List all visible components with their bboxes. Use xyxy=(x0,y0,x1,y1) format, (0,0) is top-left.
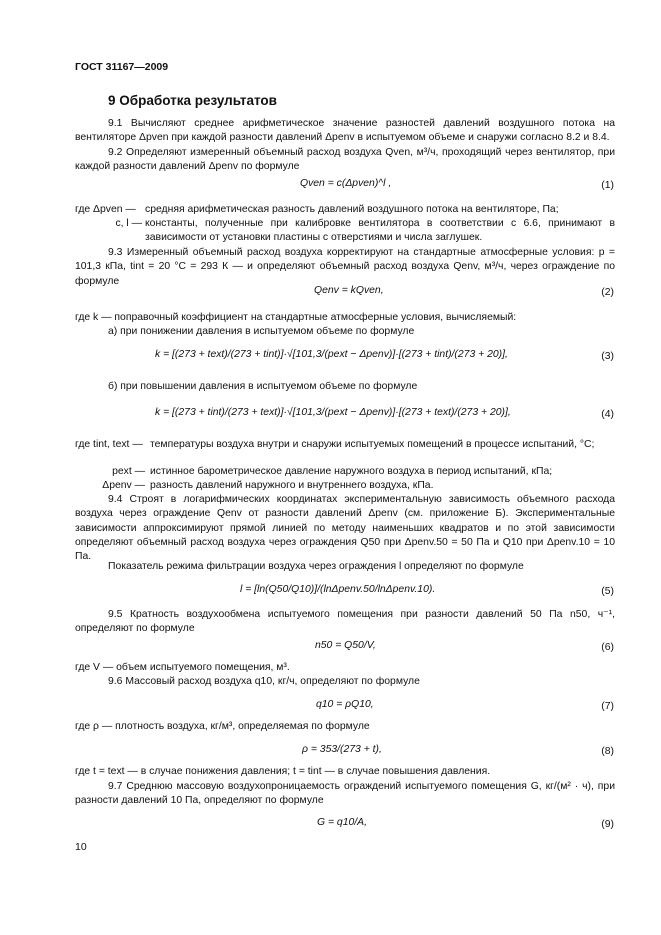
document-header: ГОСТ 31167—2009 xyxy=(75,61,169,73)
paragraph-9-6: 9.6 Массовый расход воздуха q10, кг/ч, определяют по формуле xyxy=(108,676,420,687)
equation-number-2: (2) xyxy=(601,287,614,298)
definition-symbol: Δpenv — xyxy=(102,480,145,491)
paragraph-t-definition: где t = text — в случае понижения давления; t = tint — в случае повышения давления. xyxy=(75,766,491,777)
paragraph-9-3: 9.3 Измеренный объемный расход воздуха корректируют на стандартные атмосферные условия: p = 101,3 кПа, tint = 20 °С = 293 К — и определяют объемный расход воздуха Qenv, м³/ч, через ограждение по формуле xyxy=(75,247,615,287)
section-title: 9 Обработка результатов xyxy=(108,93,277,108)
formula-6: n50 = Q50/V, xyxy=(315,640,376,651)
formula-3: k = [(273 + text)/(273 + tint)]·√[101,3/(pext − Δpenv)]·[(273 + tint)/(273 + 20)], xyxy=(155,349,508,360)
paragraph-case-a: а) при понижении давления в испытуемом объеме по формуле xyxy=(108,326,415,337)
equation-number-1: (1) xyxy=(601,180,614,191)
equation-number-9: (9) xyxy=(601,819,614,830)
paragraph-k-definition: где k — поправочный коэффициент на стандартные атмосферные условия, вычисляемый: xyxy=(75,312,517,323)
definition-symbol: где Δpven — xyxy=(75,204,136,215)
paragraph-9-2: 9.2 Определяют измеренный объемный расход воздуха Qven, м³/ч, проходящий через вентилятор, при каждой разности давлений Δpenv по формуле xyxy=(75,147,615,173)
definition-text: константы, полученные при калибровке вентилятора в соответствии с 6.6, принимают в зависимости от установки пластины с отверстиями и числа заглушек. xyxy=(145,218,615,244)
paragraph-9-4: 9.4 Строят в логарифмических координатах экспериментальную зависимость объемного расхода воздуха через ограждение Qenv от разности давлений Δpenv (см. приложение Б). Экспериментальные зависимости аппроксимируют прямой линией по методу наименьших квадратов и по этой зависимости определяют объемный расход воздуха через ограждения Q50 при Δpenv.50 = 50 Па и Q10 при Δpenv.10 = 10 Па. xyxy=(75,494,615,563)
paragraph-9-7: 9.7 Среднюю массовую воздухопроницаемость ограждений испытуемого помещения G, кг/(м² · ч), при разности давлений 10 Па, определяют по формуле xyxy=(75,781,615,807)
formula-4: k = [(273 + tint)/(273 + text)]·√[101,3/(pext − Δpenv)]·[(273 + text)/(273 + 20)], xyxy=(155,407,511,418)
equation-number-3: (3) xyxy=(601,351,614,362)
definition-symbol: c, l — xyxy=(115,218,142,229)
paragraph-v-definition: где V — объем испытуемого помещения, м³. xyxy=(75,662,290,673)
equation-number-6: (6) xyxy=(601,642,614,653)
page-number: 10 xyxy=(75,841,87,853)
formula-8: ρ = 353/(273 + t), xyxy=(302,744,382,755)
definition-text: разность давлений наружного и внутреннего воздуха, кПа. xyxy=(150,480,434,491)
equation-number-5: (5) xyxy=(601,586,614,597)
equation-number-8: (8) xyxy=(601,746,614,757)
equation-number-7: (7) xyxy=(601,701,614,712)
formula-7: q10 = ρQ10, xyxy=(316,699,374,710)
definition-symbol: pext — xyxy=(112,466,145,477)
paragraph-9-1: 9.1 Вычисляют среднее арифметическое значение разностей давлений воздушного потока на вентиляторе Δpven при каждой разности давлений Δpenv в испытуемом объеме и снаружи согласно 8.2 и 8.4. xyxy=(75,118,615,144)
definition-text: температуры воздуха внутри и снаружи испытуемых помещений в процессе испытаний, °С; xyxy=(150,439,595,450)
paragraph-filtration-index: Показатель режима фильтрации воздуха через ограждения l определяют по формуле xyxy=(108,561,524,572)
paragraph-rho-definition: где ρ — плотность воздуха, кг/м³, определяемая по формуле xyxy=(75,721,370,732)
formula-2: Qenv = kQven, xyxy=(314,285,384,296)
paragraph-case-b: б) при повышении давления в испытуемом объеме по формуле xyxy=(108,381,418,392)
formula-5: l = [ln(Q50/Q10)]/(lnΔpenv.50/lnΔpenv.10). xyxy=(240,584,436,595)
formula-1: Qven = c(Δpven)^l , xyxy=(300,178,392,189)
paragraph-9-5: 9.5 Кратность воздухообмена испытуемого помещения при разности давлений 50 Па n50, ч⁻¹, определяют по формуле xyxy=(75,609,615,635)
definition-text: истинное барометрическое давление наружного воздуха в период испытаний, кПа; xyxy=(150,466,553,477)
definition-symbol: где tint, text — xyxy=(75,439,143,450)
equation-number-4: (4) xyxy=(601,409,614,420)
formula-9: G = q10/A, xyxy=(317,817,367,828)
definition-text: средняя арифметическая разность давлений воздушного потока на вентиляторе, Па; xyxy=(145,204,559,215)
